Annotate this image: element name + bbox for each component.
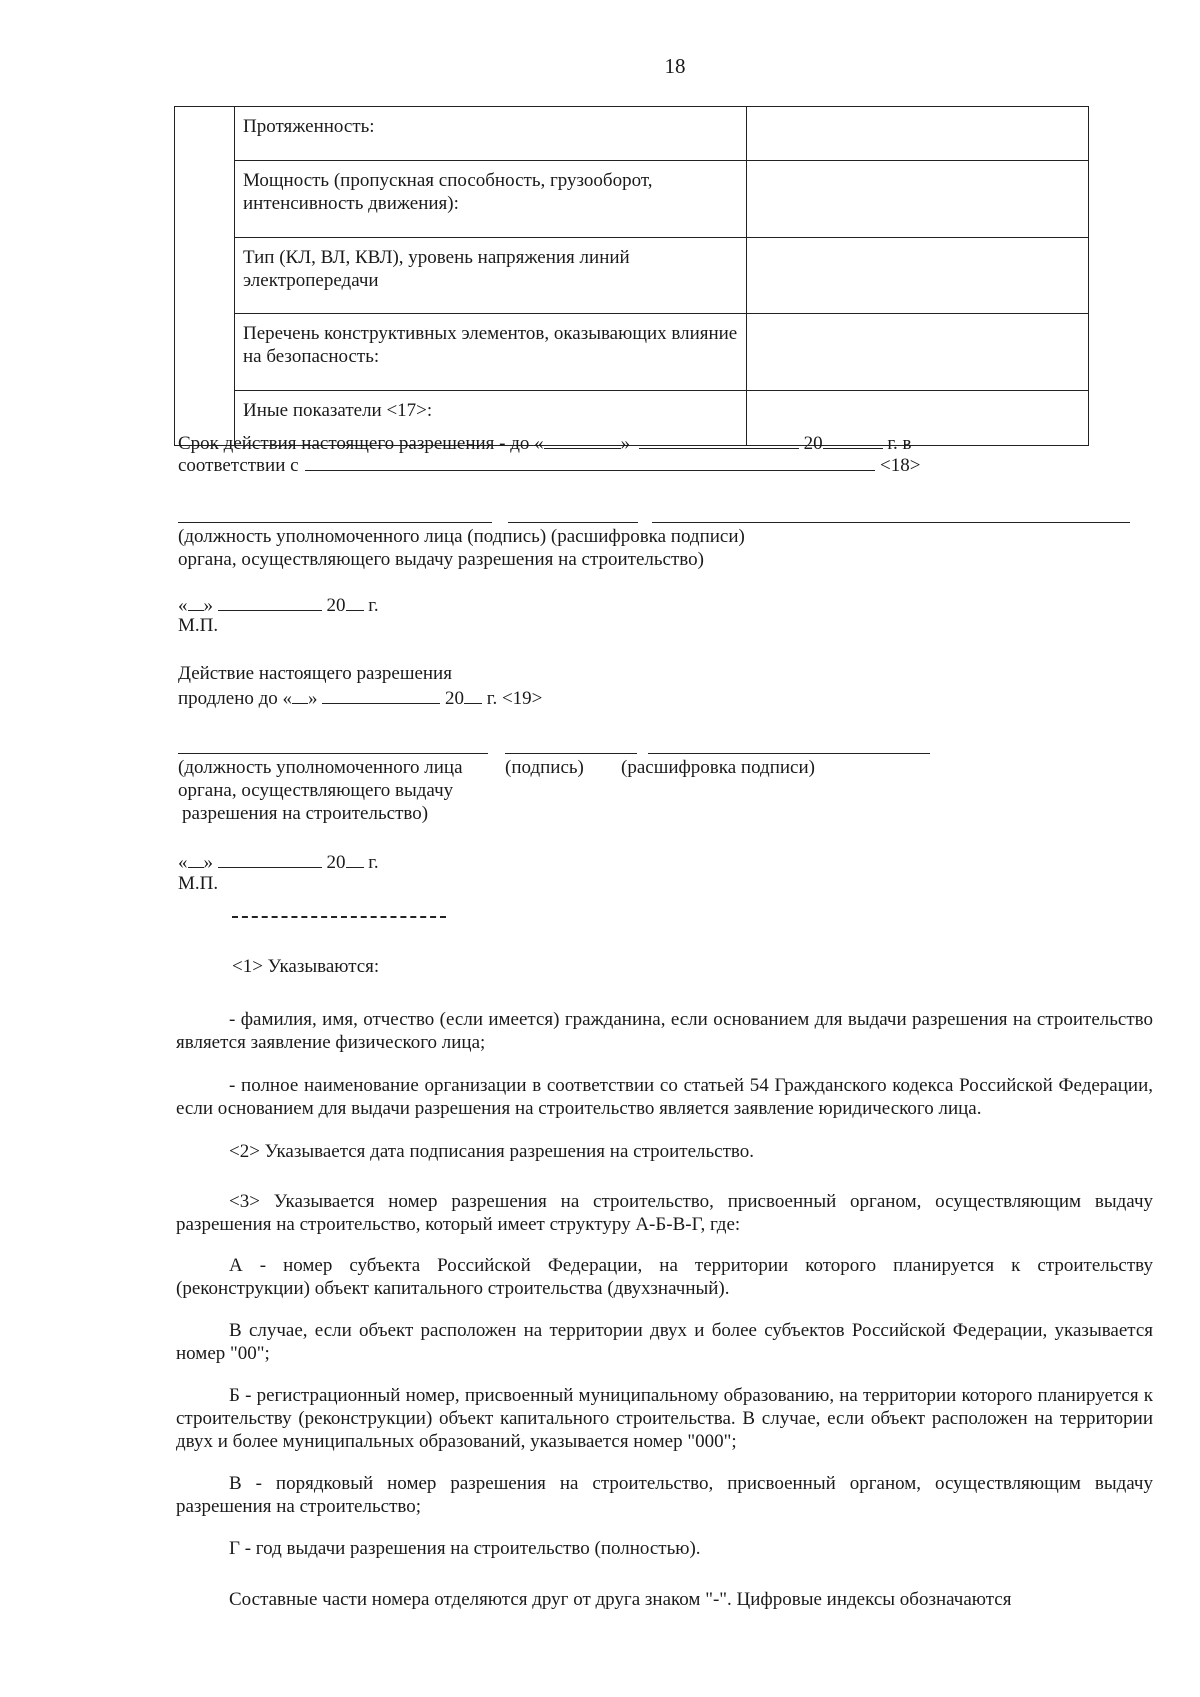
table-value-cell: [747, 161, 1089, 238]
date-year: 20: [326, 595, 346, 616]
signature-caption-decoding: (расшифровка подписи): [621, 757, 815, 778]
table-label-cell: Перечень конструктивных элементов, оказывающих влияние на безопасность:: [235, 314, 747, 391]
extension-line-1: Действие настоящего разрешения: [178, 663, 452, 684]
signature-caption-signature: (подпись): [505, 757, 584, 778]
footnote-1-item-2: [176, 1074, 1153, 1120]
stamp-label: М.П.: [178, 873, 219, 894]
sign-date-2: [178, 849, 379, 874]
table-row: [175, 161, 1089, 238]
table-label-cell: Иные показатели <17>:: [235, 391, 747, 446]
footnote-1-item-1: [176, 1008, 1153, 1054]
date-open-quote: «: [178, 852, 188, 873]
table-row: [175, 107, 1089, 161]
signature-caption-position-1: (должность уполномоченного лица: [178, 757, 463, 778]
table-value-cell: [747, 107, 1089, 161]
day-blank: [292, 685, 308, 704]
validity-line-2: [178, 452, 920, 477]
decoding-line: [652, 522, 1130, 523]
month-blank: [639, 430, 799, 449]
extension-line-2: [178, 685, 542, 710]
footnote-text: В случае, если объект расположен на территории двух и более субъектов Российской Федерации, указывается номер "00";: [176, 1320, 1153, 1364]
day-blank: [188, 592, 204, 611]
table-label-cell: Тип (КЛ, ВЛ, КВЛ), уровень напряжения линий электропередачи: [235, 238, 747, 314]
month-blank: [218, 849, 322, 868]
table-label-cell: Мощность (пропускная способность, грузооборот, интенсивность движения):: [235, 161, 747, 238]
year-blank: [823, 430, 883, 449]
extension-year: 20: [445, 688, 465, 709]
table-row: [175, 314, 1089, 391]
footnote-3-a: [176, 1254, 1153, 1300]
month-blank: [322, 685, 440, 704]
footnote-3-parts: [176, 1588, 1153, 1611]
footnote-3: [176, 1190, 1153, 1236]
footnote-2: <2> Указывается дата подписания разрешения на строительство.: [229, 1141, 754, 1162]
signature-line: [505, 753, 637, 754]
validity-year: 20: [803, 433, 823, 454]
date-suffix: г.: [368, 852, 379, 873]
footnote-1-title: <1> Указываются:: [232, 956, 380, 977]
month-blank: [218, 592, 322, 611]
decoding-line: [648, 753, 930, 754]
year-blank: [346, 592, 364, 611]
basis-blank: [305, 452, 875, 471]
footnote-text: В - порядковый номер разрешения на строительство, присвоенный органом, осуществляющим выдачу разрешения на строительство;: [176, 1473, 1153, 1517]
table-value-cell: [747, 238, 1089, 314]
signature-caption-position-2: органа, осуществляющего выдачу: [178, 780, 454, 801]
date-suffix: г.: [368, 595, 379, 616]
footnote-text: Б - регистрационный номер, присвоенный муниципальному образованию, на территории которого планируется к строительству (реконструкции) объект капитального строительства. В случае, если объект расположен на территории двух и более муниципальных образований, указывается номер "000";: [176, 1385, 1153, 1452]
parameters-table: [174, 106, 1089, 446]
validity-prefix: Срок действия настоящего разрешения - до «: [178, 433, 544, 454]
date-open-quote: «: [178, 595, 188, 616]
footnote-3-g: Г - год выдачи разрешения на строительство (полностью).: [229, 1538, 701, 1559]
position-line: [178, 522, 492, 523]
footnote-text: - полное наименование организации в соответствии со статьей 54 Гражданского кодекса Российской Федерации, если основанием для выдачи разрешения на строительство является заявление юридического лица.: [176, 1075, 1153, 1119]
day-blank: [188, 849, 204, 868]
table-row: [175, 238, 1089, 314]
footnote-3-v: [176, 1472, 1153, 1518]
footnote-3-a-case: [176, 1319, 1153, 1365]
footnote-separator: [232, 916, 446, 918]
signature-caption-1: (должность уполномоченного лица (подпись) (расшифровка подписи): [178, 526, 745, 547]
date-close-quote: »: [203, 595, 213, 616]
validity-suffix: г. в: [887, 433, 912, 454]
stamp-label: М.П.: [178, 615, 219, 636]
validity-note: <18>: [880, 455, 921, 476]
year-blank: [346, 849, 364, 868]
extension-quote-close: »: [308, 688, 318, 709]
footnote-text: - фамилия, имя, отчество (если имеется) гражданина, если основанием для выдачи разрешения на строительство является заявление физического лица;: [176, 1009, 1153, 1053]
table-value-cell: [747, 314, 1089, 391]
date-close-quote: »: [203, 852, 213, 873]
extension-suffix: г. <19>: [486, 688, 543, 709]
footnote-text: Составные части номера отделяются друг от друга знаком "-". Цифровые индексы обозначаются: [229, 1589, 1012, 1610]
footnote-text: А - номер субъекта Российской Федерации, на территории которого планируется к строительству (реконструкции) объект капитального строительства (двухзначный).: [176, 1255, 1153, 1299]
page-number: 18: [664, 54, 686, 78]
signature-caption-position-3: разрешения на строительство): [182, 803, 429, 824]
year-blank: [464, 685, 482, 704]
signature-line: [508, 522, 638, 523]
validity-basis-prefix: соответствии с: [178, 455, 299, 476]
extension-prefix: продлено до «: [178, 688, 293, 709]
table-cell-blank: [175, 107, 235, 446]
validity-quote-close: »: [620, 433, 631, 454]
position-line: [178, 753, 488, 754]
day-blank: [544, 430, 621, 449]
date-year: 20: [326, 852, 346, 873]
table-label-cell: Протяженность:: [235, 107, 747, 161]
signature-caption-2: органа, осуществляющего выдачу разрешения на строительство): [178, 549, 704, 570]
footnote-3-b: [176, 1384, 1153, 1453]
footnote-text: <3> Указывается номер разрешения на строительство, присвоенный органом, осуществляющим выдачу разрешения на строительство, который имеет структуру А-Б-В-Г, где:: [176, 1191, 1153, 1235]
